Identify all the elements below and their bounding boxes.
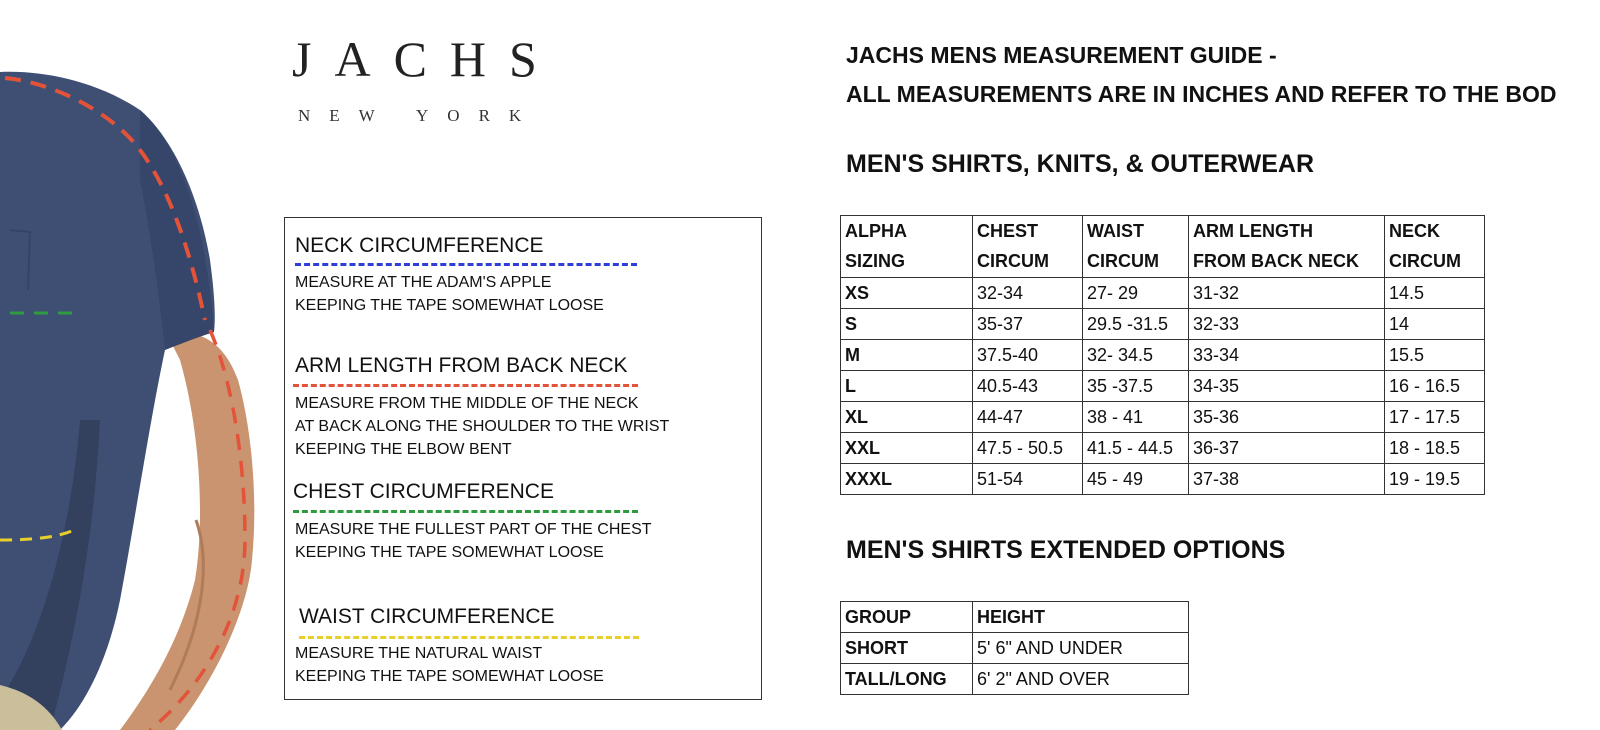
table-row: [841, 278, 1485, 309]
table-cell: SHORT: [841, 633, 973, 664]
table-cell: 31-32: [1189, 278, 1385, 309]
table-row: [841, 402, 1485, 433]
table-header-row: [841, 602, 1189, 633]
table-row: [841, 464, 1485, 495]
neck-dash-line: [295, 263, 637, 266]
table-cell: 16 - 16.5: [1385, 371, 1485, 402]
table-cell: 5' 6" AND UNDER: [973, 633, 1189, 664]
chest-title: CHEST CIRCUMFERENCE: [293, 480, 554, 503]
chest-text-2: KEEPING THE TAPE SOMEWHAT LOOSE: [295, 544, 604, 561]
table-cell: 51-54: [973, 464, 1083, 495]
model-illustration: [0, 0, 270, 730]
shirts-size-table: [840, 215, 1485, 495]
shirts-section-heading: MEN'S SHIRTS, KNITS, & OUTERWEAR: [846, 150, 1315, 178]
table-row: [841, 340, 1485, 371]
table-cell: 35 -37.5: [1083, 371, 1189, 402]
header-cell: HEIGHT: [973, 602, 1189, 633]
table-row: [841, 633, 1189, 664]
table-cell: 35-37: [973, 309, 1083, 340]
table-cell: 34-35: [1189, 371, 1385, 402]
table-cell: 33-34: [1189, 340, 1385, 371]
table-cell: 35-36: [1189, 402, 1385, 433]
header-cell: CIRCUM: [1083, 247, 1189, 278]
header-cell: ARM LENGTH: [1189, 216, 1385, 247]
table-cell: S: [841, 309, 973, 340]
header-cell: CIRCUM: [973, 247, 1083, 278]
table-header-row: [841, 216, 1485, 247]
table-cell: 44-47: [973, 402, 1083, 433]
table-row: [841, 309, 1485, 340]
brand-location: NEW YORK: [298, 106, 541, 125]
header-cell: NECK: [1385, 216, 1485, 247]
table-cell: 32-34: [973, 278, 1083, 309]
header-cell: FROM BACK NECK: [1189, 247, 1385, 278]
table-cell: 17 - 17.5: [1385, 402, 1485, 433]
extended-options-table: [840, 601, 1189, 695]
guide-title: JACHS MENS MEASUREMENT GUIDE -: [846, 42, 1277, 68]
waist-title: WAIST CIRCUMFERENCE: [299, 605, 555, 628]
table-cell: 27- 29: [1083, 278, 1189, 309]
table-cell: 32- 34.5: [1083, 340, 1189, 371]
table-cell: 32-33: [1189, 309, 1385, 340]
table-row: [841, 433, 1485, 464]
arm-text-3: KEEPING THE ELBOW BENT: [295, 441, 512, 458]
neck-title: NECK CIRCUMFERENCE: [295, 234, 544, 257]
table-cell: 40.5-43: [973, 371, 1083, 402]
table-cell: 38 - 41: [1083, 402, 1189, 433]
header-cell: WAIST: [1083, 216, 1189, 247]
table-cell: 18 - 18.5: [1385, 433, 1485, 464]
waist-text-1: MEASURE THE NATURAL WAIST: [295, 645, 543, 662]
table-cell: 29.5 -31.5: [1083, 309, 1189, 340]
table-cell: XXXL: [841, 464, 973, 495]
table-cell: 45 - 49: [1083, 464, 1189, 495]
table-cell: 14.5: [1385, 278, 1485, 309]
chest-dash-line: [293, 510, 638, 513]
table-cell: L: [841, 371, 973, 402]
header-cell: ALPHA: [841, 216, 973, 247]
header-cell: SIZING: [841, 247, 973, 278]
table-cell: 36-37: [1189, 433, 1385, 464]
table-cell: 14: [1385, 309, 1485, 340]
table-cell: XS: [841, 278, 973, 309]
waist-dash-line: [299, 636, 639, 639]
table-cell: 15.5: [1385, 340, 1485, 371]
table-cell: TALL/LONG: [841, 664, 973, 695]
table-cell: XXL: [841, 433, 973, 464]
arm-dash-line: [293, 384, 638, 387]
table-cell: M: [841, 340, 973, 371]
table-cell: 37.5-40: [973, 340, 1083, 371]
measurement-instructions-box: [284, 217, 762, 700]
table-cell: XL: [841, 402, 973, 433]
extended-section-heading: MEN'S SHIRTS EXTENDED OPTIONS: [846, 536, 1286, 564]
table-cell: 47.5 - 50.5: [973, 433, 1083, 464]
table-cell: 19 - 19.5: [1385, 464, 1485, 495]
table-row: [841, 371, 1485, 402]
arm-text-1: MEASURE FROM THE MIDDLE OF THE NECK: [295, 395, 639, 412]
waist-text-2: KEEPING THE TAPE SOMEWHAT LOOSE: [295, 668, 604, 685]
table-cell: 41.5 - 44.5: [1083, 433, 1189, 464]
header-cell: CHEST: [973, 216, 1083, 247]
header-cell: CIRCUM: [1385, 247, 1485, 278]
header-cell: GROUP: [841, 602, 973, 633]
chest-text-1: MEASURE THE FULLEST PART OF THE CHEST: [295, 521, 652, 538]
table-header-row: [841, 247, 1485, 278]
neck-text-1: MEASURE AT THE ADAM'S APPLE: [295, 274, 552, 291]
table-cell: 37-38: [1189, 464, 1385, 495]
neck-text-2: KEEPING THE TAPE SOMEWHAT LOOSE: [295, 297, 604, 314]
arm-text-2: AT BACK ALONG THE SHOULDER TO THE WRIST: [295, 418, 670, 435]
arm-title: ARM LENGTH FROM BACK NECK: [295, 354, 628, 377]
table-row: [841, 664, 1189, 695]
table-cell: 6' 2" AND OVER: [973, 664, 1189, 695]
guide-subtitle: ALL MEASUREMENTS ARE IN INCHES AND REFER TO THE BOD: [846, 81, 1557, 107]
brand-logo: JACHS: [292, 31, 560, 87]
